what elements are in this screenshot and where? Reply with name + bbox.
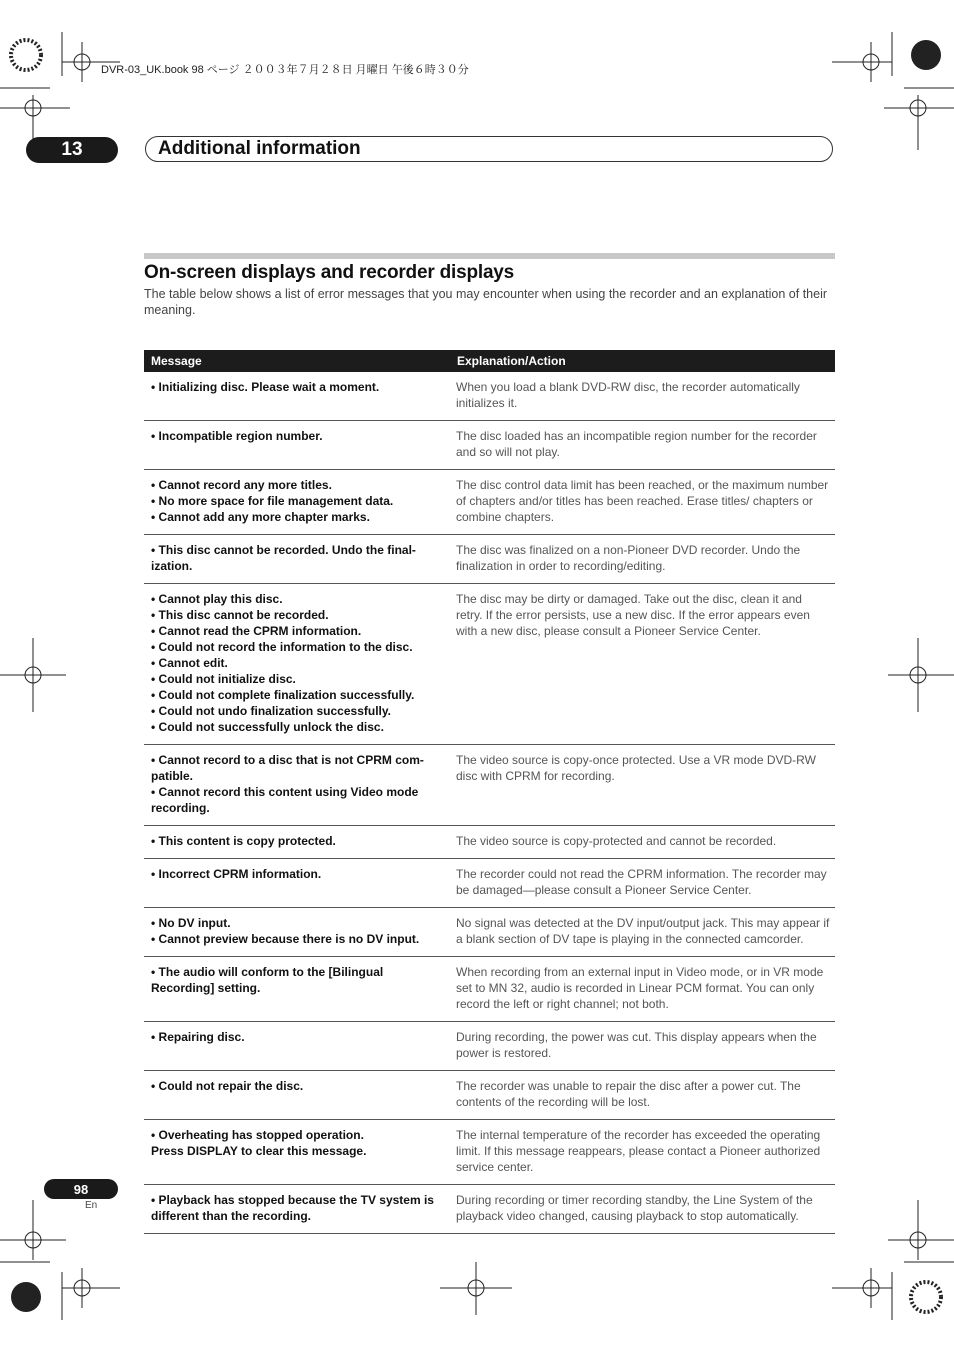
message-cell <box>144 826 450 859</box>
explanation-cell: When you load a blank DVD-RW disc, the recorder automatically initializes it. <box>450 372 835 421</box>
error-message-table <box>144 350 835 1234</box>
table-row <box>144 584 835 745</box>
message-line: • Could not repair the disc. <box>151 1079 304 1093</box>
chapter-number: 13 <box>26 137 118 163</box>
explanation-cell: The video source is copy-once protected. Use a VR mode DVD-RW disc with CPRM for recording. <box>450 745 835 826</box>
message-line: • Could not complete finalization successfully. <box>151 688 415 702</box>
message-line: • Repairing disc. <box>151 1030 245 1044</box>
table-row <box>144 957 835 1022</box>
table-row <box>144 908 835 957</box>
explanation-cell: When recording from an external input in Video mode, or in VR mode set to MN 32, audio is recorded in Linear PCM format. You can only record the left or right channel; not both. <box>450 957 835 1022</box>
message-line: • Overheating has stopped operation. <box>151 1128 364 1142</box>
message-line: • Cannot edit. <box>151 656 228 670</box>
message-line: Press DISPLAY to clear this message. <box>151 1144 367 1158</box>
section-rule <box>144 253 835 259</box>
message-cell <box>144 908 450 957</box>
message-line: • Could not record the information to the disc. <box>151 640 413 654</box>
table-row <box>144 859 835 908</box>
message-line: • Cannot record any more titles. <box>151 478 332 492</box>
message-cell <box>144 470 450 535</box>
message-line: • Cannot read the CPRM information. <box>151 624 362 638</box>
table-row <box>144 826 835 859</box>
message-line: • No DV input. <box>151 916 231 930</box>
print-header: DVR-03_UK.book 98 ページ ２００３年７月２８日 月曜日 午後６時３０分 <box>101 64 469 76</box>
chapter-title <box>145 136 833 162</box>
explanation-cell: The recorder could not read the CPRM information. The recorder may be damaged—please consult a Pioneer Service Center. <box>450 859 835 908</box>
explanation-cell: No signal was detected at the DV input/output jack. This may appear if a blank section of DV tape is playing in the connected camcorder. <box>450 908 835 957</box>
explanation-cell: During recording or timer recording standby, the Line System of the playback video changed, causing playback to stop automatically. <box>450 1185 835 1234</box>
message-line: • This disc cannot be recorded. Undo the final-ization. <box>151 543 416 573</box>
explanation-cell: The disc control data limit has been reached, or the maximum number of chapters and/or titles has been reached. Erase titles/ chapters or combine chapters. <box>450 470 835 535</box>
explanation-cell: The disc may be dirty or damaged. Take out the disc, clean it and retry. If the error persists, use a new disc. If the error appears even with a new disc, please consult a Pioneer Service Center. <box>450 584 835 745</box>
message-line: • Incorrect CPRM information. <box>151 867 322 881</box>
table-header-row <box>144 350 835 372</box>
explanation-cell: The recorder was unable to repair the disc after a power cut. The contents of the recording will be lost. <box>450 1071 835 1120</box>
table-row <box>144 1120 835 1185</box>
table-row <box>144 372 835 421</box>
explanation-cell: During recording, the power was cut. This display appears when the power is restored. <box>450 1022 835 1071</box>
message-line: • Initializing disc. Please wait a moment. <box>151 380 380 394</box>
header-explanation: Explanation/Action <box>450 350 835 372</box>
message-line: • This content is copy protected. <box>151 834 336 848</box>
table-row <box>144 421 835 470</box>
message-cell <box>144 1185 450 1234</box>
section-intro: The table below shows a list of error messages that you may encounter when using the recorder and an explanation of their meaning. <box>144 287 828 317</box>
table-row <box>144 1071 835 1120</box>
message-cell <box>144 1071 450 1120</box>
message-line: • The audio will conform to the [Bilingual Recording] setting. <box>151 965 384 995</box>
explanation-cell: The disc was finalized on a non-Pioneer DVD recorder. Undo the finalization in order to recording/editing. <box>450 535 835 584</box>
message-line: • Cannot record this content using Video mode recording. <box>151 785 419 815</box>
message-line: • Cannot record to a disc that is not CPRM com-patible. <box>151 753 424 783</box>
message-cell <box>144 859 450 908</box>
section-title: On-screen displays and recorder displays <box>144 262 515 283</box>
chapter-title-text: Additional information <box>158 138 361 159</box>
message-cell <box>144 584 450 745</box>
message-cell <box>144 957 450 1022</box>
message-cell <box>144 1120 450 1185</box>
explanation-cell: The disc loaded has an incompatible region number for the recorder and so will not play. <box>450 421 835 470</box>
explanation-cell: The video source is copy-protected and cannot be recorded. <box>450 826 835 859</box>
message-cell <box>144 535 450 584</box>
explanation-cell: The internal temperature of the recorder has exceeded the operating limit. If this message reappears, please contact a Pioneer authorized service center. <box>450 1120 835 1185</box>
message-cell <box>144 372 450 421</box>
message-line: • Cannot add any more chapter marks. <box>151 510 370 524</box>
table-row <box>144 1185 835 1234</box>
message-cell <box>144 421 450 470</box>
message-line: • Could not initialize disc. <box>151 672 296 686</box>
message-line: • No more space for file management data. <box>151 494 394 508</box>
header-message: Message <box>144 350 450 372</box>
table-row <box>144 1022 835 1071</box>
table-body <box>144 372 835 1234</box>
page-number: 98 <box>44 1179 118 1199</box>
table-row <box>144 745 835 826</box>
message-line: • Could not undo finalization successfully. <box>151 704 391 718</box>
table-row <box>144 470 835 535</box>
table-row <box>144 535 835 584</box>
message-line: • Playback has stopped because the TV system is different than the recording. <box>151 1193 434 1223</box>
message-cell <box>144 1022 450 1071</box>
message-line: • Incompatible region number. <box>151 429 323 443</box>
message-line: • Cannot play this disc. <box>151 592 283 606</box>
message-line: • This disc cannot be recorded. <box>151 608 329 622</box>
page-language: En <box>85 1200 98 1211</box>
message-line: • Could not successfully unlock the disc. <box>151 720 384 734</box>
message-cell <box>144 745 450 826</box>
message-line: • Cannot preview because there is no DV input. <box>151 932 420 946</box>
